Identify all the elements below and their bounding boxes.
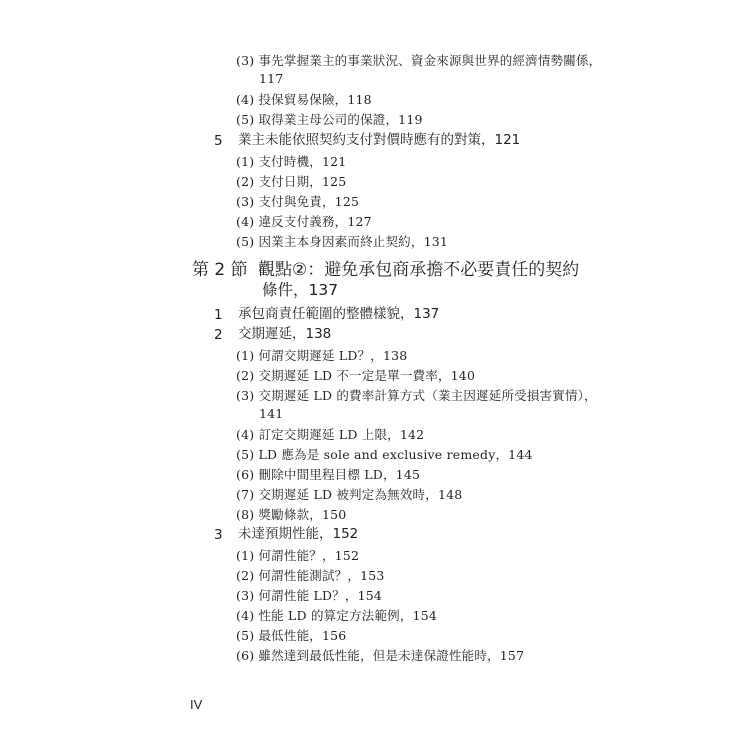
toc-subitem: (3) 交期遲延 LD 的費率計算方式（業主因遲延所受損害實情），	[236, 388, 597, 403]
section-label: 第 2 節	[192, 260, 248, 280]
toc-subitem: (2) 交期遲延 LD 不一定是單一費率，140	[236, 368, 476, 383]
toc-subitem: (8) 獎勵條款，150	[236, 507, 347, 522]
page-number: IV	[190, 697, 203, 712]
toc-subitem: (4) 性能 LD 的算定方法範例，154	[236, 608, 438, 623]
toc-subitem: (4) 違反支付義務，127	[236, 214, 372, 229]
section-title-cont: 條件，137	[262, 281, 339, 299]
toc-subitem: (1) 何謂交期遲延 LD？，138	[236, 348, 408, 363]
toc-item-number: 1	[214, 307, 223, 323]
toc-item: 未達預期性能，152	[238, 526, 359, 542]
toc-subitem: (3) 事先掌握業主的事業狀況、資金來源與世界的經濟情勢關係，	[236, 53, 602, 68]
section-title: 觀點②：避免承包商承擔不必要責任的契約	[258, 260, 580, 280]
toc-subitem: (5) LD 應為是 sole and exclusive remedy，144	[236, 447, 533, 462]
toc-item: 交期遲延，138	[238, 326, 332, 342]
toc-subitem: (6) 雖然達到最低性能，但是未達保證性能時，157	[236, 648, 525, 663]
toc-subitem: (4) 投保貿易保險，118	[236, 92, 372, 107]
toc-subitem: (6) 刪除中間里程目標 LD，145	[236, 467, 421, 482]
toc-subitem: (7) 交期遲延 LD 被判定為無效時，148	[236, 487, 463, 502]
toc-subitem: (2) 支付日期，125	[236, 174, 347, 189]
toc-subitem: (5) 取得業主母公司的保證，119	[236, 112, 423, 127]
toc-subitem-page: 117	[259, 71, 284, 86]
toc-subitem: (3) 支付與免責，125	[236, 194, 360, 209]
toc-item-number: 2	[214, 327, 223, 343]
toc-item: 業主未能依照契約支付對價時應有的對策，121	[238, 132, 521, 148]
toc-item-number: 5	[214, 133, 223, 149]
toc-item-number: 3	[214, 527, 223, 543]
toc-subitem: (5) 因業主本身因素而終止契約，131	[236, 234, 449, 249]
toc-item: 承包商責任範圍的整體樣貌，137	[238, 306, 440, 322]
toc-subitem: (2) 何謂性能測試？，153	[236, 568, 385, 583]
toc-subitem: (3) 何謂性能 LD？，154	[236, 588, 383, 603]
toc-subitem: (5) 最低性能，156	[236, 628, 347, 643]
toc-subitem-page: 141	[259, 406, 284, 421]
toc-subitem: (1) 何謂性能？，152	[236, 548, 360, 563]
toc-subitem: (1) 支付時機，121	[236, 154, 347, 169]
toc-subitem: (4) 訂定交期遲延 LD 上限，142	[236, 427, 425, 442]
